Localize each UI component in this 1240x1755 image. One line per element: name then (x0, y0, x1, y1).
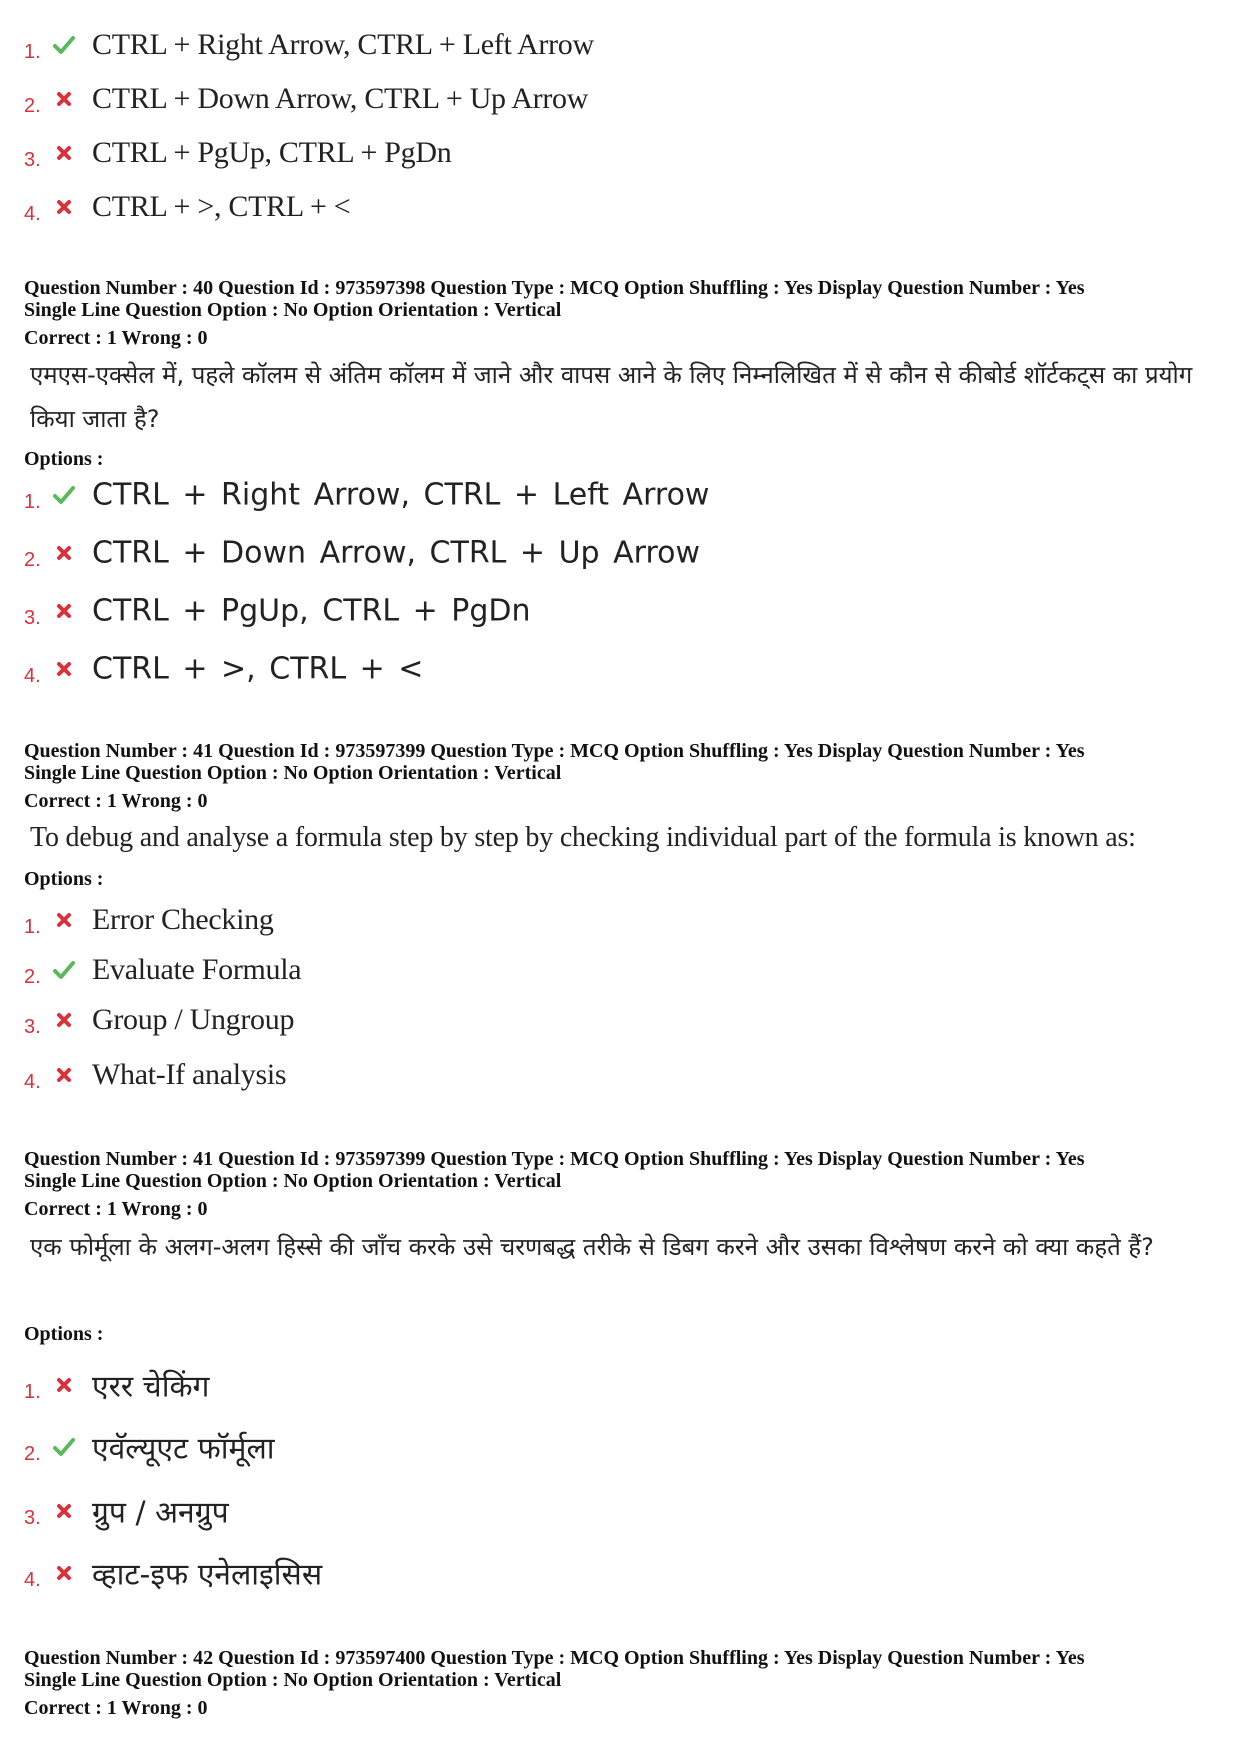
option-item (24, 895, 1204, 945)
question-meta-line2: Single Line Question Option : No Option Orientation : Vertical (24, 1669, 562, 1691)
option-number: 3. (24, 607, 41, 629)
options-label: Options : (24, 448, 104, 470)
check-icon (52, 1435, 76, 1459)
options-label: Options : (24, 1323, 104, 1345)
question-text: To debug and analyse a formula step by step by checking individual part of the formula is known as: (30, 822, 1136, 853)
question-meta-line1: Question Number : 42 Question Id : 973597400 Question Type : MCQ Option Shuffling : Yes Display Question Number : Yes (24, 1647, 1085, 1669)
option-item (24, 644, 1204, 694)
question-text: एक फोर्मूला के अलग-अलग हिस्से की जाँच करके उसे चरणबद्ध तरीके से डिबग करने और उसका विश्लेषण करने को क्या कहते हैं? (30, 1233, 1154, 1261)
option-number: 4. (24, 1071, 41, 1093)
option-item (24, 74, 1204, 124)
option-text: CTRL + Down Arrow, CTRL + Up Arrow (92, 82, 589, 115)
cross-icon (52, 1373, 76, 1397)
question-meta-line2: Single Line Question Option : No Option Orientation : Vertical (24, 762, 562, 784)
option-number: 4. (24, 203, 41, 225)
option-text: CTRL + Right Arrow, CTRL + Left Arrow (92, 28, 594, 61)
option-text: CTRL + >, CTRL + < (92, 651, 424, 687)
correct-wrong: Correct : 1 Wrong : 0 (24, 790, 208, 812)
option-text: CTRL + Down Arrow, CTRL + Up Arrow (92, 535, 701, 571)
cross-icon (52, 1561, 76, 1585)
question-meta (24, 1647, 1084, 1691)
correct-wrong: Correct : 1 Wrong : 0 (24, 327, 208, 349)
question-text: एमएस-एक्सेल में, पहले कॉलम से अंतिम कॉलम में जाने और वापस आने के लिए निम्नलिखित में से कौन से कीबोर्ड शॉर्टकट्स का प्रयोग किया जाता है? (30, 361, 1193, 433)
option-number: 1. (24, 916, 41, 938)
option-number: 4. (24, 1569, 41, 1591)
option-number: 2. (24, 966, 41, 988)
option-number: 1. (24, 41, 41, 63)
question-meta-line2: Single Line Question Option : No Option Orientation : Vertical (24, 1170, 562, 1192)
option-text: Group / Ungroup (92, 1003, 295, 1036)
option-number: 3. (24, 149, 41, 171)
cross-icon (52, 541, 76, 565)
option-item (24, 128, 1204, 178)
check-icon (52, 33, 76, 57)
option-item (24, 1486, 1204, 1536)
cross-icon (52, 1499, 76, 1523)
option-number: 1. (24, 1381, 41, 1403)
option-text: एरर चेकिंग (92, 1369, 210, 1405)
question-meta-line2: Single Line Question Option : No Option Orientation : Vertical (24, 299, 562, 321)
cross-icon (52, 1008, 76, 1032)
cross-icon (52, 908, 76, 932)
check-icon (52, 958, 76, 982)
option-text: ग्रुप / अनग्रुप (92, 1495, 229, 1531)
option-number: 3. (24, 1507, 41, 1529)
cross-icon (52, 87, 76, 111)
question-meta (24, 1148, 1084, 1192)
cross-icon (52, 141, 76, 165)
option-number: 2. (24, 549, 41, 571)
option-item (24, 528, 1204, 578)
option-text: CTRL + PgUp, CTRL + PgDn (92, 136, 452, 169)
option-number: 2. (24, 1443, 41, 1465)
option-item (24, 1360, 1204, 1410)
option-number: 2. (24, 95, 41, 117)
option-text: एवॅल्यूएट फॉर्मूला (92, 1431, 275, 1467)
cross-icon (52, 657, 76, 681)
option-text: Error Checking (92, 903, 274, 936)
cross-icon (52, 195, 76, 219)
option-text: CTRL + Right Arrow, CTRL + Left Arrow (92, 477, 710, 513)
option-text: What-If analysis (92, 1058, 287, 1091)
correct-wrong: Correct : 1 Wrong : 0 (24, 1697, 208, 1719)
option-item (24, 586, 1204, 636)
option-item (24, 1050, 1204, 1100)
question-meta-line1: Question Number : 41 Question Id : 973597399 Question Type : MCQ Option Shuffling : Yes Display Question Number : Yes (24, 1148, 1085, 1170)
option-text: व्हाट-इफ एनेलाइसिस (92, 1557, 323, 1593)
cross-icon (52, 599, 76, 623)
options-label: Options : (24, 868, 104, 890)
cross-icon (52, 1063, 76, 1087)
option-text: Evaluate Formula (92, 953, 302, 986)
option-number: 3. (24, 1016, 41, 1038)
option-number: 1. (24, 491, 41, 513)
option-item (24, 20, 1204, 70)
option-item (24, 1548, 1204, 1598)
option-number: 4. (24, 665, 41, 687)
question-meta (24, 277, 1084, 321)
question-meta-line1: Question Number : 41 Question Id : 973597399 Question Type : MCQ Option Shuffling : Yes Display Question Number : Yes (24, 740, 1085, 762)
option-item (24, 1422, 1204, 1472)
question-meta-line1: Question Number : 40 Question Id : 973597398 Question Type : MCQ Option Shuffling : Yes Display Question Number : Yes (24, 277, 1085, 299)
option-item (24, 182, 1204, 232)
check-icon (52, 483, 76, 507)
option-item (24, 995, 1204, 1045)
question-meta (24, 740, 1084, 784)
option-text: CTRL + >, CTRL + < (92, 190, 351, 223)
option-text: CTRL + PgUp, CTRL + PgDn (92, 593, 531, 629)
option-item (24, 470, 1204, 520)
correct-wrong: Correct : 1 Wrong : 0 (24, 1198, 208, 1220)
option-item (24, 945, 1204, 995)
